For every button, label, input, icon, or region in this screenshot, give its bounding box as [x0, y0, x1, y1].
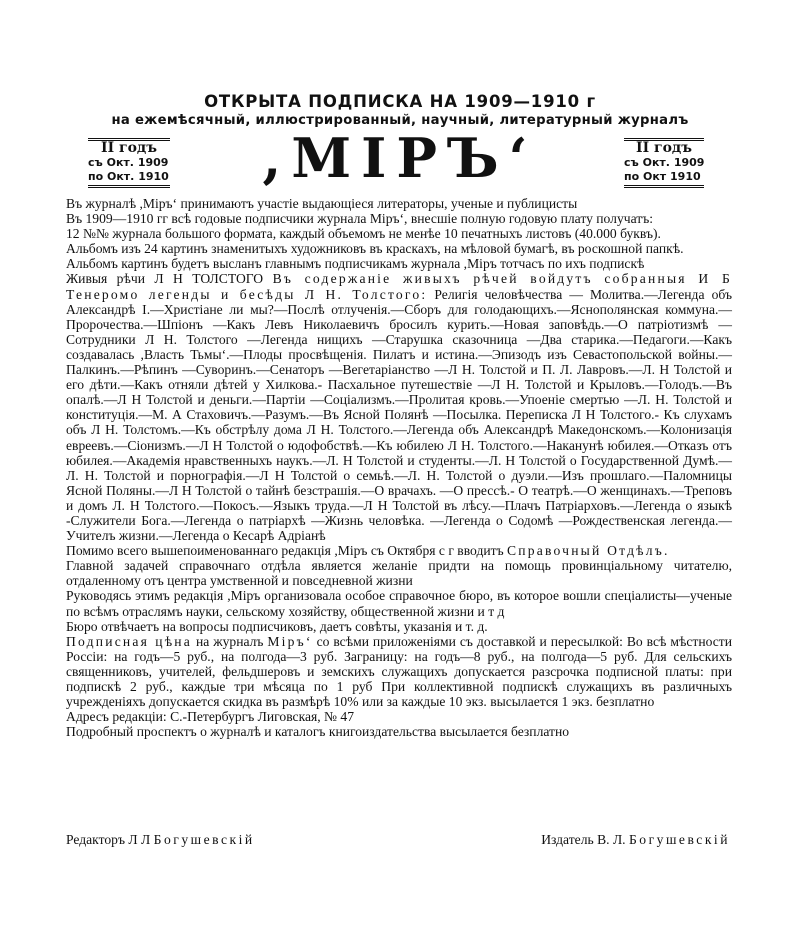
reference-dept-title: Справочный Отдѣлъ.: [507, 543, 670, 559]
headline: ОТКРЫТА ПОДПИСКА НА 1909—1910 г: [204, 92, 596, 111]
publisher-name: Богушевскій: [628, 832, 730, 847]
paragraph-reference-answers: Бюро отвѣчаетъ на вопросы подписчиковъ, даетъ совѣты, указанія и т. д.: [66, 618, 488, 634]
paragraph-reference-goal: Главной задачей справочнаго отдѣла является желаніе придти на помощь провинціальному читателю, отдаленному отъ центра умственной и повседневной жизни: [66, 558, 732, 589]
subheadline: на ежемѣсячный, иллюстрированный, научный, литературный журналъ: [111, 113, 689, 128]
paragraph-tolstoy: [66, 271, 732, 543]
year-box-to: по Окт 1910: [624, 170, 701, 183]
paragraph-issues: 12 №№ журнала большого формата, каждый объемомъ не менѣе 10 печатныхъ листовъ (40.000 буквъ).: [66, 226, 661, 242]
year-box-to: по Окт. 1910: [88, 170, 169, 183]
journal-masthead: ,МІРЪ‘: [262, 126, 538, 190]
editor-signature: [66, 832, 255, 847]
announcement-body: [66, 196, 732, 739]
tolstoy-spaced-intro: Въ содержаніе живыхъ рѣчей войдутъ собранныя И Б Тенеромо легенды и бесѣды Л Н. Толстого:: [66, 271, 733, 302]
paragraph-subscribers: Въ 1909—1910 гг всѣ годовые подписчики журнала Міръ‘, внесшіе полную годовую плату получатъ:: [66, 211, 654, 227]
year-box-from: съ Окт. 1909: [624, 156, 705, 169]
pricing-lead-tail: со всѣми приложеніями съ доставкой и пересылкой:: [316, 633, 623, 649]
paragraph-prospectus: Подробный проспектъ о журналѣ и каталогъ книгоиздательства высылается безплатно: [66, 724, 570, 740]
paragraph-album-shipping: Альбомъ картинъ будетъ высланъ главнымъ подписчикамъ журнала ,Міръ тотчасъ по ихъ подпискѣ: [66, 256, 645, 272]
paragraph-address: Адресъ редакціи: С.-Петербургъ Лиговская, № 47: [66, 709, 355, 725]
tolstoy-lead: Живыя рѣчи Л Н ТОЛСТОГО: [66, 271, 264, 287]
paragraph-pricing: [66, 634, 732, 709]
year-box-title: II годъ: [101, 140, 157, 156]
reference-intro-text: Помимо всего вышепоименованнаго редакція ,Міръ съ Октября с г вводитъ: [66, 543, 504, 559]
paragraph-reference-bureau: Руководясь этимъ редакція ,Міръ организовала особое справочное бюро, въ которое вошли спеціалисты—ученые по всѣмъ отраслямъ науки, сельскому хозяйству, общественной жизни и т д: [66, 588, 732, 619]
pricing-journal-name: Міръ‘: [267, 633, 313, 649]
paragraph-album: Альбомъ изъ 24 картинъ знаменитыхъ художниковъ въ краскахъ, на мѣловой бумагѣ, въ роскошной папкѣ.: [66, 241, 684, 257]
pricing-details: Во всѣ мѣстности Россіи: на годъ—5 руб., на полгода—3 руб. Заграницу: на годъ—8 руб., на полгода—5 руб. Для сельскихъ священниковъ, учителей, фельдшеровъ и земскихъ служащихъ допускается разсрочка подписной платы: при подпискѣ 2 руб., каждые три мѣсяца по 1 руб При коллективной подпискѣ служащихъ въ различныхъ учрежденіяхъ допускается скидка въ размѣрѣ 10% или за каждые 10 экз. высылается 1 экз. безплатно: [66, 633, 732, 710]
paragraph-contributors: Въ журналѣ ,Міръ‘ принимаютъ участіе выдающіеся литераторы, ученые и публицисты: [66, 196, 578, 211]
editor-label: Редакторъ Л Л: [66, 832, 151, 847]
pricing-lead-rest: на журналъ: [195, 633, 264, 649]
editor-name: Богушевскій: [153, 832, 255, 847]
publisher-signature: [541, 832, 730, 847]
pricing-lead: Подписная цѣна: [66, 633, 192, 649]
year-box-title: II годъ: [636, 140, 692, 156]
paragraph-reference-intro: [66, 543, 732, 558]
year-box-from: съ Окт. 1909: [88, 156, 169, 169]
tolstoy-contents-list: Религія человѣчества — Молитва.—Легенда объ Александрѣ I.—Христіане ли мы?—Послѣ отлученія.—Сборъ для голодающихъ.—Яснополянская коммуна.—Пророчества.—Шпіонъ —Какъ Левъ Николаевичъ бросилъ курить.—Новая заповѣдь.—О патріотизмѣ —Сотрудники Л Н. Толстого —Легенда нищихъ —Старушка сказочница —Два старика.—Педагоги.—Какъ создавалась ,Власть Тьмы‘.—Плоды просвѣщенія. Пилатъ и истина.—Эпизодъ изъ Севастопольской войны.—Палкинъ.—Рѣпинъ —Суворинъ.—Сенаторъ —Вегетаріанство —Л Н. Толстой и П. Л. Лавровъ.—Л. Н Толстой и его дѣти.—Какъ отняли дѣтей у Хилкова.- Пасхальное путешествіе —Л Н. Толстой и Крыловъ.—Голодъ.—Въ опалѣ.—Л Н Толстой и деньги.—Партіи —Соціализмъ.—Пролитая кровь.—Упоеніе смертью —Л. Н. Толстой и конституція.—М. А Стаховичъ.—Разумъ.—Въ Ясной Полянѣ —Посылка. Переписка Л Н Толстого.- Къ слухамъ объ Л Н. Толстомъ.—Къ обстрѣлу дома Л Н. Толстого.—Легенда объ Александрѣ Македонскомъ.—Колонизація евреевъ.—Сіонизмъ.—Л Н Толстой о юдофобствѣ.—Къ юбилею Л Н. Толстого.—Наканунѣ юбилея.—Отказъ отъ юбилея.—Академія нравственныхъ наукъ.—Л. Н Толстой и студенты.—Л. Н Толстой о Государственной Думѣ.—Л. Н. Толстой и порнографія.—Л Н Толстой о семьѣ.—Л. Н. Толстой о дуэли.—Изъ прошлаго.—Паломницы Ясной Поляны.—Л Н Толстой о тайнѣ безстрашія.—О врачахъ. —О прессѣ.- О театрѣ.—О женщинахъ.—Треповъ и домъ Л. Н Толстого.—Покосъ.—Языкъ труда.—Л Н Толстой въ лѣсу.—Плачъ Патріарховъ.—Легенда о языкѣ -Служители Бога.—Легенда о патріархѣ —Жизнь человѣка. —Легенда о Содомѣ —Рождественская легенда.—Учителъ жизни.—Легенда о Кесарѣ Адріанѣ: [66, 286, 732, 544]
year-box-right: [624, 138, 704, 188]
publisher-label: Издатель В. Л.: [541, 832, 626, 847]
